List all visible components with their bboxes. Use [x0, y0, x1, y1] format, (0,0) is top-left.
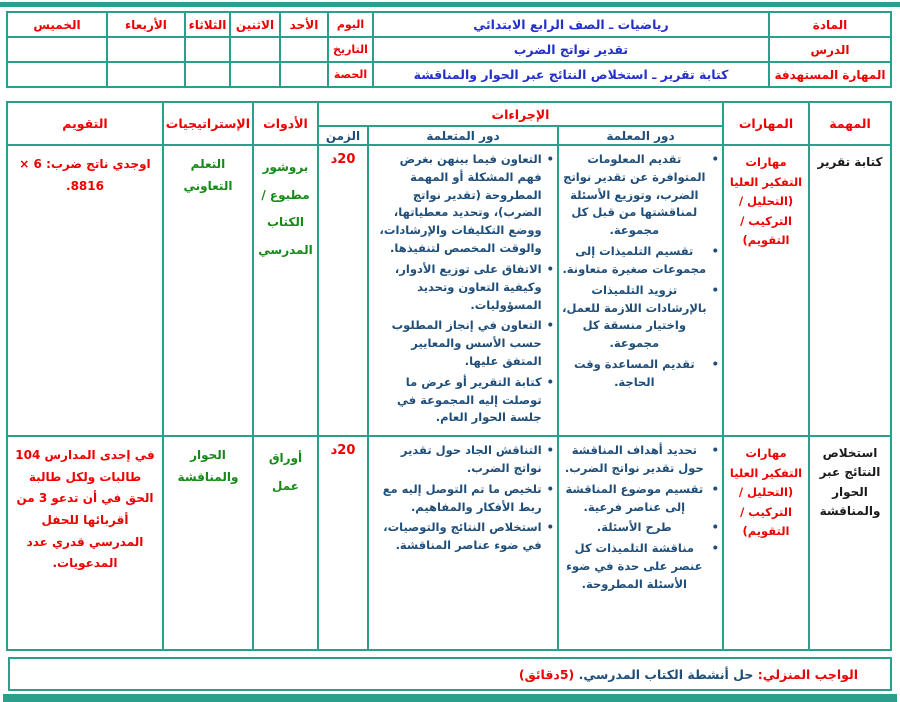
bullet-item [562, 243, 719, 279]
bullet-icon: • [711, 282, 719, 297]
period-cell-wednesday [107, 62, 185, 87]
bullet-item [372, 261, 554, 314]
subject-label: المادة [769, 12, 891, 37]
skills-header: المهارات [723, 102, 809, 145]
bullet-text: تحديد أهداف المناقشة حول تقدير نواتج الضرب. [564, 443, 704, 475]
homework-text: حل أنشطة الكتاب المدرسي. [578, 666, 754, 682]
date-label: التاريخ [328, 37, 373, 62]
bullet-item [372, 151, 554, 258]
bullet-icon: • [546, 318, 554, 333]
date-cell-sunday [280, 37, 328, 62]
learner-role-cell [368, 436, 558, 650]
period-cell-tuesday [185, 62, 230, 87]
day-monday: الاثنين [230, 12, 280, 37]
bullet-text: تقديم المساعدة وقت الحاجة. [573, 356, 695, 389]
procedures-header: الإجراءات [318, 102, 723, 126]
teacher-role-header: دور المعلمة [558, 126, 723, 145]
period-cell-sunday [280, 62, 328, 87]
tools-cell: بروشور مطبوع / الكتاب المدرسي [253, 145, 318, 436]
bullet-item [372, 317, 554, 370]
bullet-item [372, 519, 554, 555]
lesson-plan-page [0, 11, 900, 691]
bullet-icon: • [711, 244, 719, 259]
main-header-row [7, 102, 891, 126]
evaluation-cell: اوجدي ناتج ضرب: 6 × 8816. [7, 145, 163, 436]
homework-table [8, 657, 892, 691]
time-cell: 20د [318, 145, 368, 436]
lesson-plan-table [6, 101, 892, 651]
bullet-text: طرح الأسئلة. [596, 520, 672, 535]
day-thursday: الخميس [7, 12, 107, 37]
homework-cell [9, 658, 891, 690]
bullet-text: تقسيم التلميذات إلى مجموعات صغيرة متعاونة. [562, 244, 707, 276]
target-skill-row [7, 62, 891, 87]
strategies-cell: التعلم التعاوني [163, 145, 253, 436]
strategies-header: الإستراتيجيات [163, 102, 253, 145]
lesson-info-table [6, 11, 892, 88]
bullet-text: استخلاص النتائج والتوصيات، في ضوء عناصر المناقشة. [383, 520, 542, 553]
bullet-text: تزويد التلميذات بالإرشادات اللازمة للعمل، واختيار منسقة كل مجموعة. [562, 282, 707, 351]
bullet-item [562, 540, 719, 593]
bullet-text: مناقشة التلميذات كل عنصر على حدة في ضوء الأسئلة المطروحة. [566, 541, 703, 591]
bullet-item [562, 282, 719, 353]
period-cell-thursday [7, 62, 107, 87]
strategies-cell: الحوار والمناقشة [163, 436, 253, 650]
homework-label: الواجب المنزلي: [757, 666, 858, 682]
bullet-item [562, 519, 719, 537]
bullet-item [562, 481, 719, 517]
homework-row [9, 658, 891, 690]
bullet-text: كتابة التقرير أو عرض ما توصلت إليه المجموعة في جلسة الحوار العام. [397, 374, 542, 425]
day-tuesday: الثلاثاء [185, 12, 230, 37]
bullet-text: تلخيص ما تم التوصل إليه مع ربط الأفكار والمفاهيم. [382, 481, 542, 514]
target-skill-value: كتابة تقرير ـ استخلاص النتائج عبر الحوار والمناقشة [373, 62, 769, 87]
time-cell: 20د [318, 436, 368, 650]
skills-cell: مهارات التفكير العليا (التحليل / التركيب / التقويم) [723, 436, 809, 650]
bottom-border-bar [3, 694, 897, 702]
learner-role-header: دور المتعلمة [368, 126, 558, 145]
target-skill-label: المهارة المستهدفة [769, 62, 891, 87]
evaluation-cell: في إحدى المدارس 104 طالبات ولكل طالبة الحق في أن تدعو 3 من أقربائها للحفل المدرسي قدري عدد المدعويات. [7, 436, 163, 650]
bullet-item [372, 442, 554, 478]
bullet-icon: • [711, 356, 719, 371]
bullet-item [562, 442, 719, 478]
bullet-icon: • [546, 481, 554, 496]
bullet-icon: • [711, 541, 719, 556]
bullet-icon: • [711, 481, 719, 496]
task-cell: كتابة تقرير [809, 145, 891, 436]
period-label: الحصة [328, 62, 373, 87]
bullet-item [372, 481, 554, 517]
bullet-text: تقديم المعلومات المتوافرة عن تقدير نواتج الضرب، وتوزيع الأسئلة لمناقشتها من قبل كل مجموعة. [563, 152, 706, 238]
bullet-text: التعاون في إنجاز المطلوب حسب الأسس والمعايير المتفق عليها. [391, 318, 542, 368]
bullet-text: تقسيم موضوع المناقشة إلى عناصر فرعية. [565, 481, 704, 514]
time-header: الزمن [318, 126, 368, 145]
bullet-icon: • [546, 152, 554, 166]
bullet-icon: • [546, 520, 554, 535]
day-sunday: الأحد [280, 12, 328, 37]
task-cell: استخلاص النتائج عبر الحوار والمناقشة [809, 436, 891, 650]
date-cell-thursday [7, 37, 107, 62]
bullet-icon: • [546, 443, 554, 458]
bullet-item [562, 151, 719, 240]
bullet-item [372, 374, 554, 427]
date-cell-wednesday [107, 37, 185, 62]
period-cell-monday [230, 62, 280, 87]
bullet-icon: • [711, 152, 719, 166]
teacher-role-cell [558, 145, 723, 436]
task-header: المهمة [809, 102, 891, 145]
learner-role-cell [368, 145, 558, 436]
day-label: اليوم [328, 12, 373, 37]
lesson-value: تقدير نواتج الضرب [373, 37, 769, 62]
top-border-bar [0, 2, 900, 7]
bullet-text: التعاون فيما بينهن بغرض فهم المشكلة أو المهمة المطروحة (تقدير نواتج الضرب)، وتحديد معطياتها، ووضع التكليفات والإرشادات، والوقت المخصص لتنفيذها. [379, 152, 542, 256]
subject-value: رياضيات ـ الصف الرابع الابتدائي [373, 12, 769, 37]
bullet-icon: • [711, 443, 719, 458]
day-wednesday: الأربعاء [107, 12, 185, 37]
date-cell-tuesday [185, 37, 230, 62]
tools-header: الأدوات [253, 102, 318, 145]
bullet-icon: • [711, 520, 719, 535]
skills-cell: مهارات التفكير العليا (التحليل / التركيب / التقويم) [723, 145, 809, 436]
bullet-item [562, 356, 719, 392]
subject-row [7, 12, 891, 37]
table-row [7, 145, 891, 436]
lesson-row [7, 37, 891, 62]
bullet-icon: • [546, 374, 554, 389]
homework-duration: (5دقائق) [518, 666, 575, 682]
tools-cell: أوراق عمل [253, 436, 318, 650]
bullet-text: الاتفاق على توزيع الأدوار، وكيفية التعاون وتحديد المسؤوليات. [394, 261, 542, 312]
bullet-icon: • [546, 261, 554, 276]
table-row [7, 436, 891, 650]
teacher-role-cell [558, 436, 723, 650]
lesson-label: الدرس [769, 37, 891, 62]
bullet-text: التناقش الجاد حول تقدير نواتج الضرب. [400, 443, 542, 475]
date-cell-monday [230, 37, 280, 62]
evaluation-header: التقويم [7, 102, 163, 145]
